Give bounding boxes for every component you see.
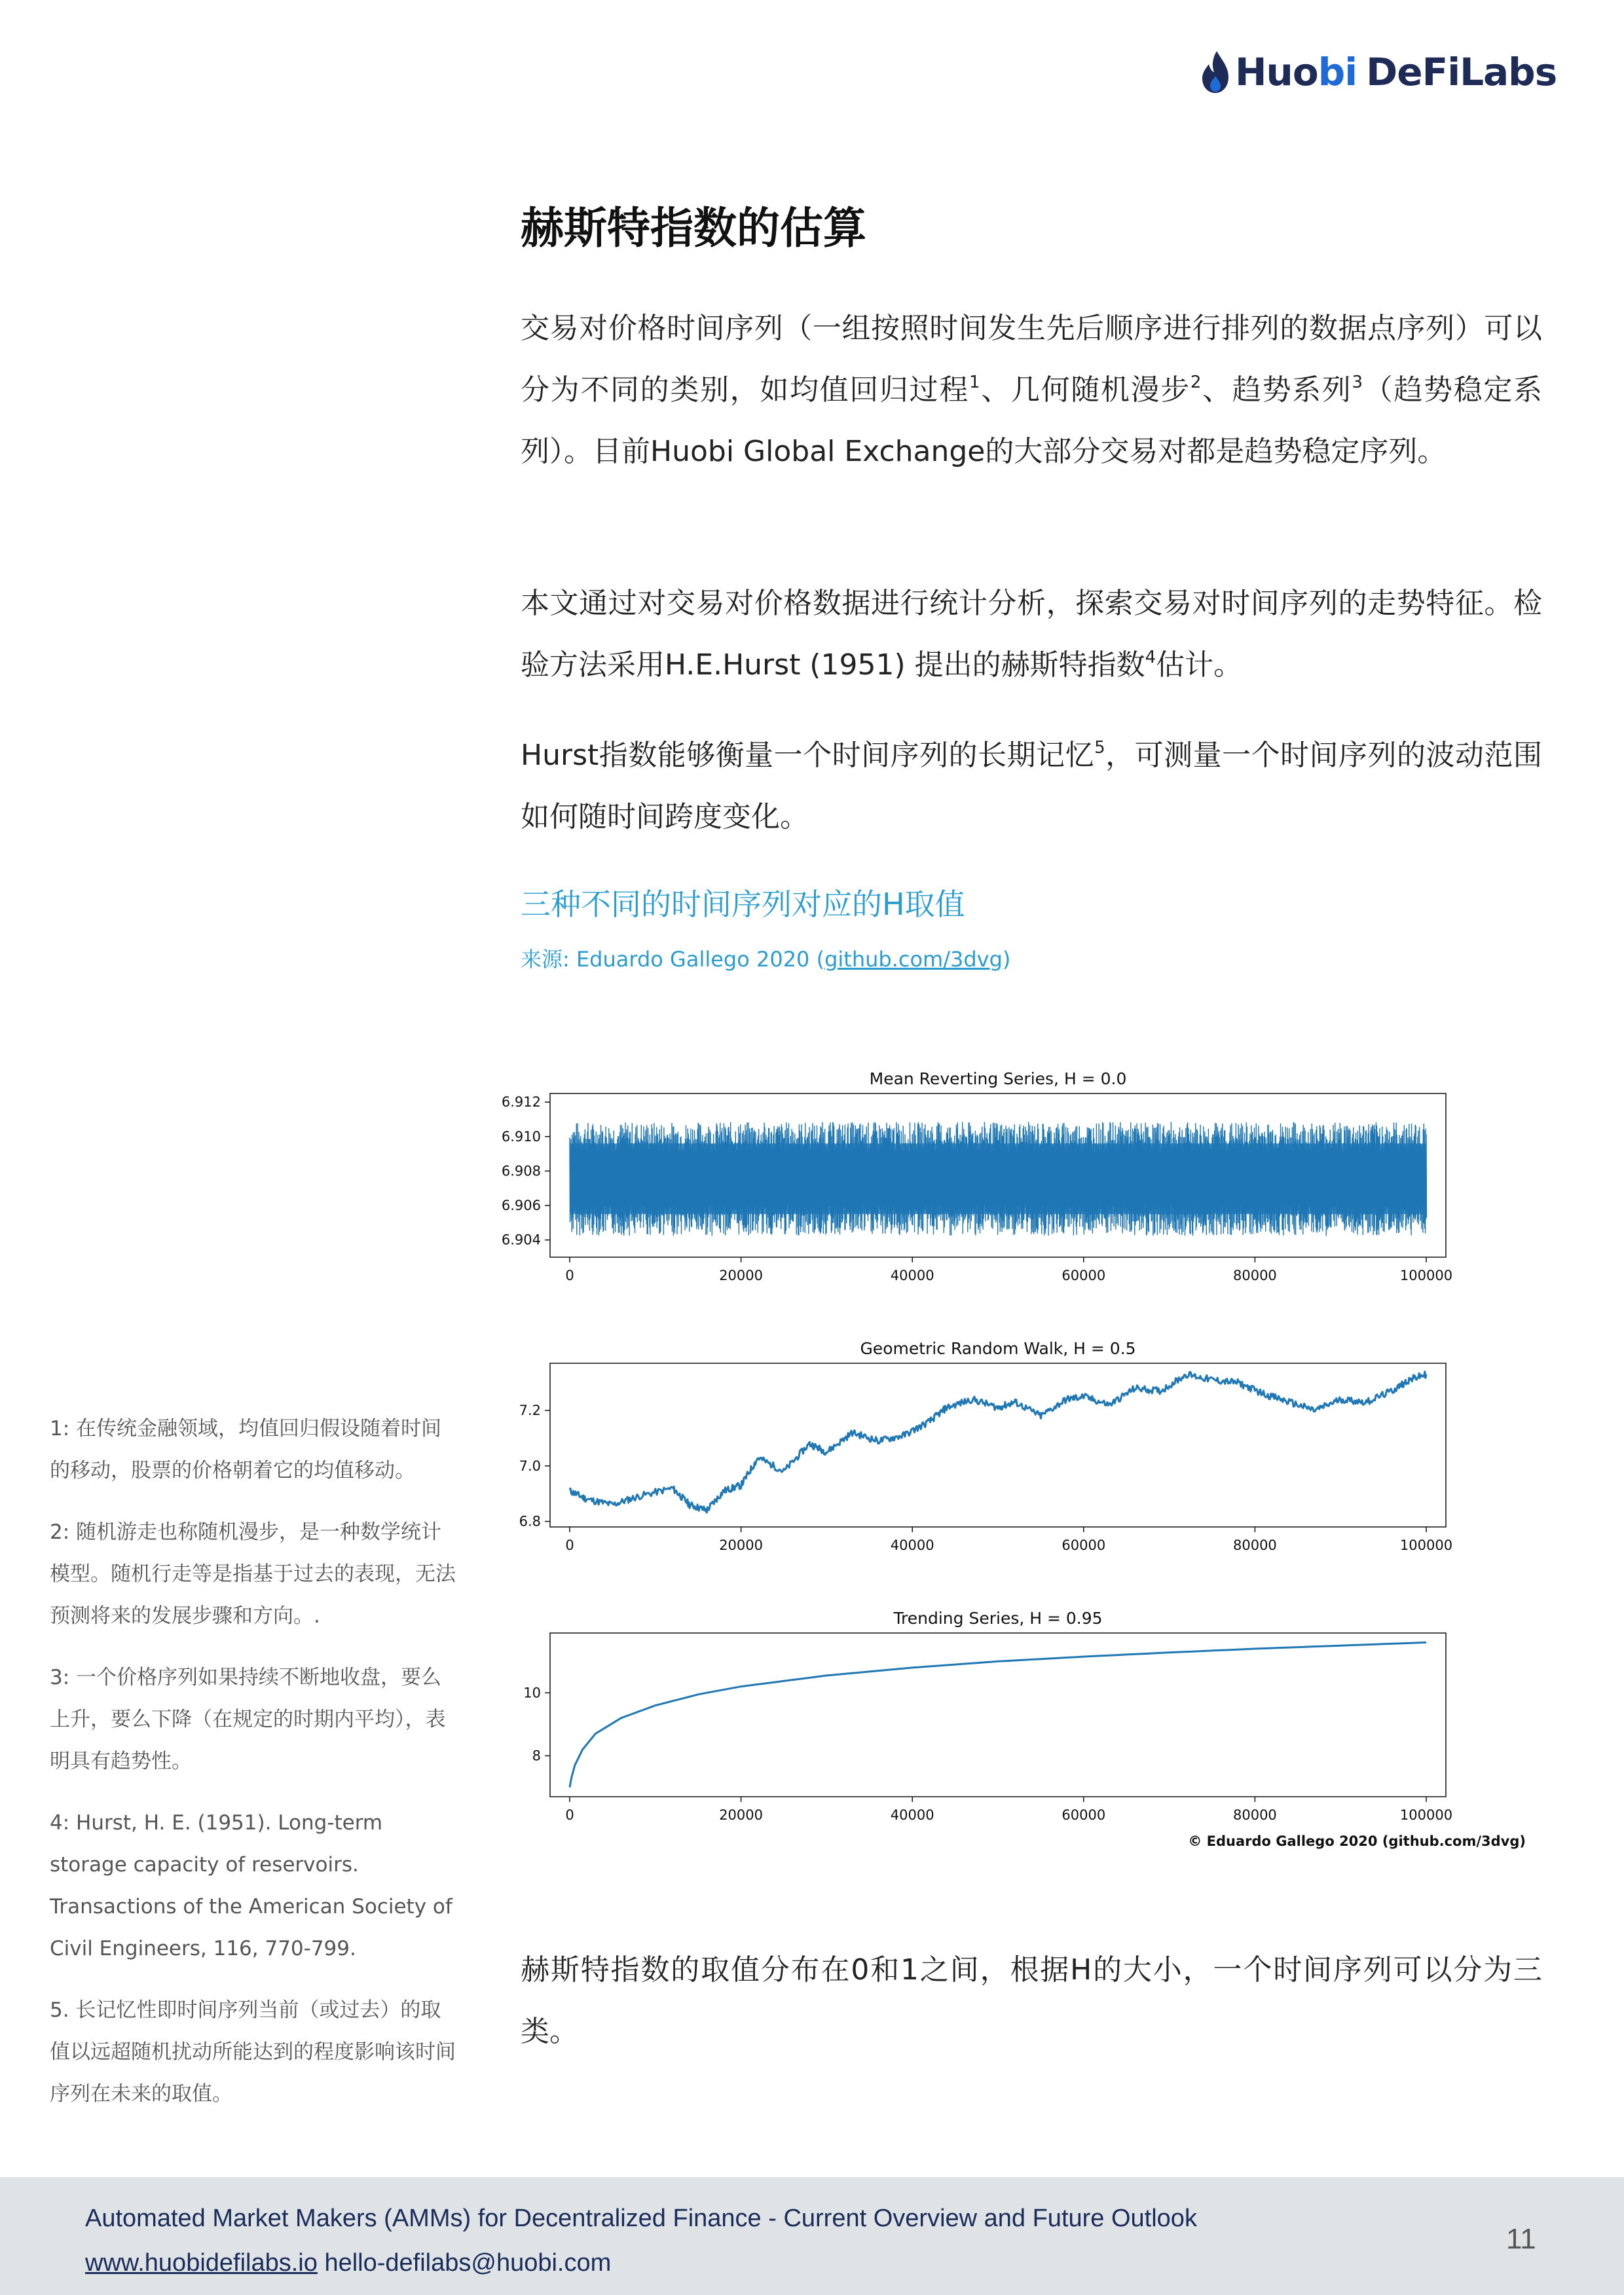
footnote-ref-3: 3 (1352, 373, 1363, 392)
x-tick-label: 100000 (1399, 1807, 1453, 1823)
footnote-ref-4: 4 (1145, 648, 1156, 667)
y-tick-label: 6.904 (501, 1232, 541, 1248)
page-number: 11 (1506, 2223, 1536, 2255)
chart-title: Mean Reverting Series, H = 0.0 (869, 1069, 1127, 1088)
logo-text-defilabs: DeFiLabs (1366, 50, 1557, 94)
paragraph-3: Hurst指数能够衡量一个时间序列的长期记忆$^5$，可测量一个时间序列的波动范围如何随时间跨度变化。 (521, 738, 1542, 834)
x-tick-label: 40000 (890, 1268, 934, 1283)
series-band (570, 1143, 1426, 1214)
footnote-ref-5: 5 (1094, 738, 1105, 758)
plot-frame (550, 1363, 1446, 1527)
document-title: Automated Market Makers (AMMs) for Decentralized Finance - Current Overview and Future Outlook (85, 2205, 1197, 2232)
x-tick-label: 0 (565, 1268, 574, 1283)
chart-panel-2 (519, 1339, 1452, 1553)
figure-source: 来源: Eduardo Gallego 2020 (github.com/3dvg) (521, 947, 1011, 972)
footnote-ref-2: 2 (1190, 373, 1202, 392)
section-title: 赫斯特指数的估算 (521, 203, 866, 253)
x-tick-label: 20000 (719, 1268, 764, 1283)
plot-frame (550, 1633, 1446, 1797)
x-tick-label: 20000 (719, 1537, 764, 1553)
x-tick-label: 20000 (719, 1807, 764, 1823)
y-tick-label: 10 (523, 1685, 541, 1701)
chart-copyright: © Eduardo Gallego 2020 (github.com/3dvg) (1188, 1833, 1526, 1849)
chart-title: Geometric Random Walk, H = 0.5 (860, 1339, 1136, 1358)
footnote-2: 2: 随机游走也称随机漫步，是一种数学统计模型。随机行走等是指基于过去的表现，无法预测将来的发展步骤和方向。. (50, 1520, 456, 1628)
x-tick-label: 0 (565, 1537, 574, 1553)
website-link[interactable]: www.huobidefilabs.io (85, 2249, 318, 2277)
x-tick-label: 100000 (1399, 1268, 1453, 1283)
x-tick-label: 40000 (890, 1807, 934, 1823)
paragraph-4: 赫斯特指数的取值分布在0和1之间，根据H的大小，一个时间序列可以分为三类。 (521, 1953, 1542, 2048)
y-tick-label: 7.2 (519, 1403, 541, 1419)
flame-drop-icon (1201, 50, 1230, 94)
paragraph-2: 本文通过对交易对价格数据进行统计分析，探索交易对时间序列的走势特征。检验方法采用H.E.Hurst (1951) 提出的赫斯特指数$^4$估计。 (521, 587, 1542, 682)
footnote-3: 3: 一个价格序列如果持续不断地收盘，要么上升，要么下降（在规定的时期内平均），表明具有趋势性。 (50, 1666, 446, 1773)
paragraph-1: 交易对价格时间序列（一组按照时间发生先后顺序进行排列的数据点序列）可以分为不同的类别，如均值回归过程$^1$、几何随机漫步$^2$、趋势系列$^3$（趋势稳定系列）。目前Huobi Global Exchange的大部分交易对都是趋势稳定序列。 (521, 312, 1543, 468)
series-line (570, 1642, 1426, 1787)
footnote-1: 1: 在传统金融领域，均值回归假设随着时间的移动，股票的价格朝着它的均值移动。 (50, 1417, 442, 1482)
x-tick-label: 80000 (1232, 1537, 1277, 1553)
figure-title: 三种不同的时间序列对应的H取值 (521, 887, 965, 922)
x-tick-label: 100000 (1399, 1537, 1453, 1553)
y-tick-label: 6.908 (501, 1163, 541, 1179)
chart-panel-3 (523, 1609, 1526, 1849)
logo-text-bi: bi (1318, 50, 1357, 94)
hurst-series-charts (485, 1054, 1532, 1860)
chart-panel-1 (502, 1069, 1452, 1283)
footnote-ref-1: 1 (969, 373, 980, 392)
chart-title: Trending Series, H = 0.95 (893, 1609, 1103, 1628)
y-tick-label: 7.0 (519, 1458, 541, 1474)
huobi-defilabs-logo (1201, 46, 1557, 98)
footnote-5: 5. 长记忆性即时间序列当前（或过去）的取值以远超随机扰动所能达到的程度影响该时间序列在未来的取值。 (50, 1998, 456, 2106)
footnotes (50, 1408, 456, 2135)
logo-text-huo: Huo (1235, 50, 1318, 94)
x-tick-label: 80000 (1232, 1268, 1277, 1283)
x-tick-label: 60000 (1061, 1268, 1106, 1283)
y-tick-label: 6.8 (519, 1513, 541, 1530)
footnote-4: 4: Hurst, H. E. (1951). Long-term storage capacity of reservoirs. Transactions of the American Society of Civil Engineers, 116, 770-799. (50, 1811, 452, 1960)
email-address[interactable]: hello-defilabs@huobi.com (324, 2249, 612, 2277)
y-tick-label: 6.910 (501, 1128, 541, 1145)
x-tick-label: 60000 (1061, 1537, 1106, 1553)
footer-contact (85, 2249, 611, 2277)
x-tick-label: 0 (565, 1807, 574, 1823)
series-line (570, 1372, 1426, 1513)
y-tick-label: 8 (532, 1748, 541, 1764)
y-tick-label: 6.906 (501, 1198, 541, 1214)
x-tick-label: 60000 (1061, 1807, 1106, 1823)
figure-source-link[interactable]: github.com/3dvg (824, 947, 1003, 972)
x-tick-label: 40000 (890, 1537, 934, 1553)
y-tick-label: 6.912 (501, 1094, 541, 1111)
x-tick-label: 80000 (1232, 1807, 1277, 1823)
page-footer (0, 2177, 1624, 2295)
